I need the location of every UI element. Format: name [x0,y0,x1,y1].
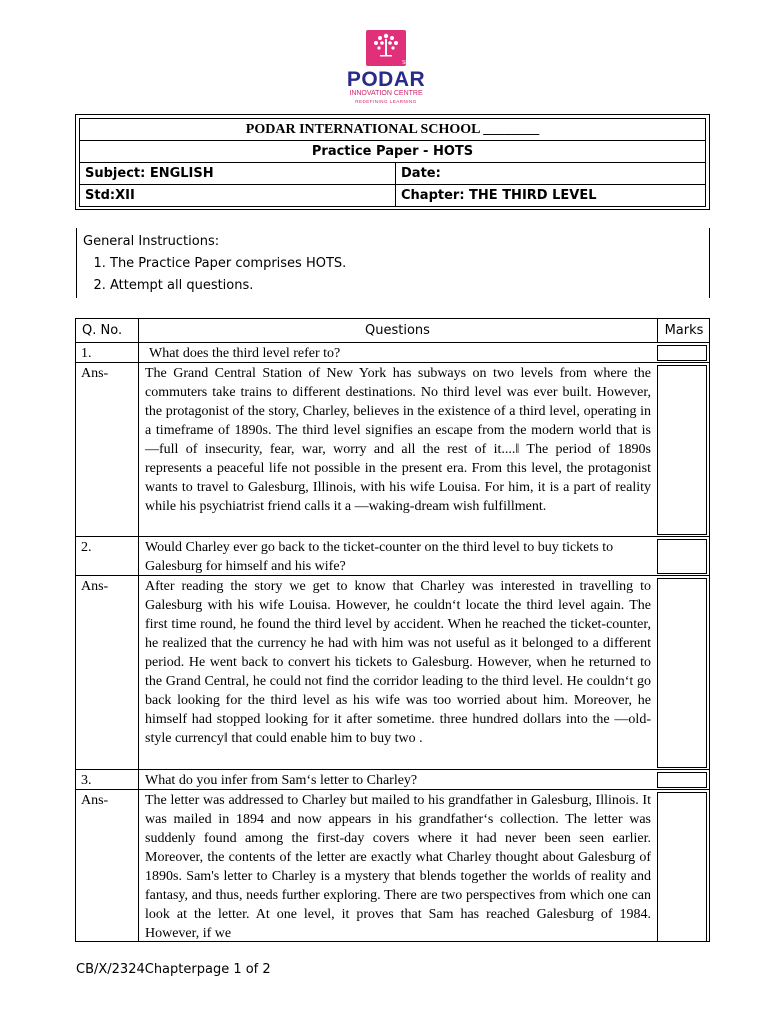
question-number: 2. [81,540,92,555]
table-row [76,362,709,537]
logo-brand: PODAR [346,68,426,91]
header-marks: Marks [664,323,704,338]
marks-cell [657,345,707,361]
marks-cell [657,578,707,768]
question-text: Would Charley ever go back to the ticket-counter on the third level to buy tickets to Galesburg for himself and his wife? [145,540,614,574]
logo-since: Since 1927 [402,60,430,66]
question-text: What does the third level refer to? [149,346,341,361]
general-instructions [76,228,710,298]
marks-cell [657,772,707,788]
date-cell: Date: [396,163,706,185]
questions-table [75,318,710,942]
instructions-list [83,253,703,297]
table-row [76,342,709,363]
table-row [76,789,709,942]
page-footer: CB/X/2324Chapterpage 1 of 2 [76,962,271,977]
answer-label: Ans- [81,579,109,594]
instruction-item: 1. The Practice Paper comprises HOTS. [110,253,703,275]
answer-label: Ans- [81,366,109,381]
subject-cell: Subject: ENGLISH [80,163,396,185]
answer-label: Ans- [81,793,109,808]
table-row [76,769,709,790]
column-divider [657,319,658,342]
school-name: PODAR INTERNATIONAL SCHOOL ________ [80,119,706,141]
marks-cell [657,539,707,574]
paper-title: Practice Paper - HOTS [80,141,706,163]
question-number: 3. [81,773,92,788]
logo-centre: INNOVATION CENTRE [349,90,423,97]
std-cell: Std:XII [80,185,396,207]
paper-header [75,114,710,210]
instruction-item: 2. Attempt all questions. [110,275,703,297]
answer-text: The letter was addressed to Charley but mailed to his grandfather in Galesburg, Illinois. It was mailed in 1894 and now appears in his grandfather‘s collection. The letter was suddenly found among the first-day covers where it had never been seen earlier. Moreover, the contents of the letter are exactly what Charley thought about Galesburg of 1890s. Sam's letter to Charley is a mystery that blends together the worlds of reality and fantasy, and thus, needs further exploring. There are two perspectives from which one can look at the letter. At one level, it proves that Sam has reached Galesburg of 1984. However, if we [145,793,651,941]
marks-cell [657,365,707,535]
logo-tagline: REDEFINING LEARNING [355,99,417,104]
question-text: What do you infer from Sam‘s letter to Charley? [145,773,418,788]
instructions-title: General Instructions: [83,234,220,249]
table-row [76,575,709,770]
header-questions: Questions [365,323,430,338]
chapter-cell: Chapter: THE THIRD LEVEL [396,185,706,207]
question-number: 1. [81,346,92,361]
header-qno: Q. No. [82,323,123,338]
answer-text: After reading the story we get to know that Charley was interested in travelling to Galesburg with his wife Louisa. However, he couldn‘t locate the third level again. The first time round, he found the third level by accident. When he reached the ticket-counter, he realized that the currency he had with him was not useful as it belonged to a different period. He went back to convert his tickets to Galesburg. However, when he returned to the Grand Central, he could not find the corridor leading to the third level. He couldn‘t go back looking for the third level as his wife was too worried about him. Moreover, he himself had stopped looking for it after sometime. three hundred dollars into the ―old-style currency‖ that could enable him to buy two . [145,579,651,746]
answer-text: The Grand Central Station of New York has subways on two levels from where the commuters take trains to different destinations. No third level was ever built. However, the protagonist of the story, Charley, believes in the existence of a third level, operating in a timeframe of 1890s. The third level signifies an escape from the modern world that is ―full of insecurity, fear, war, worry and all the rest of it....‖ The period of 1890s represents a peaceful life not possible in the present era. From this level, the protagonist wants to travel to Galesburg, Illinois, with his wife Louisa. For him, it is a part of reality while his psychiatrist friend calls it a ―waking-dream wish fulfillment. [145,366,651,514]
tree-icon [366,30,430,66]
school-logo [336,27,436,107]
marks-cell [657,792,707,942]
table-row [76,536,709,576]
